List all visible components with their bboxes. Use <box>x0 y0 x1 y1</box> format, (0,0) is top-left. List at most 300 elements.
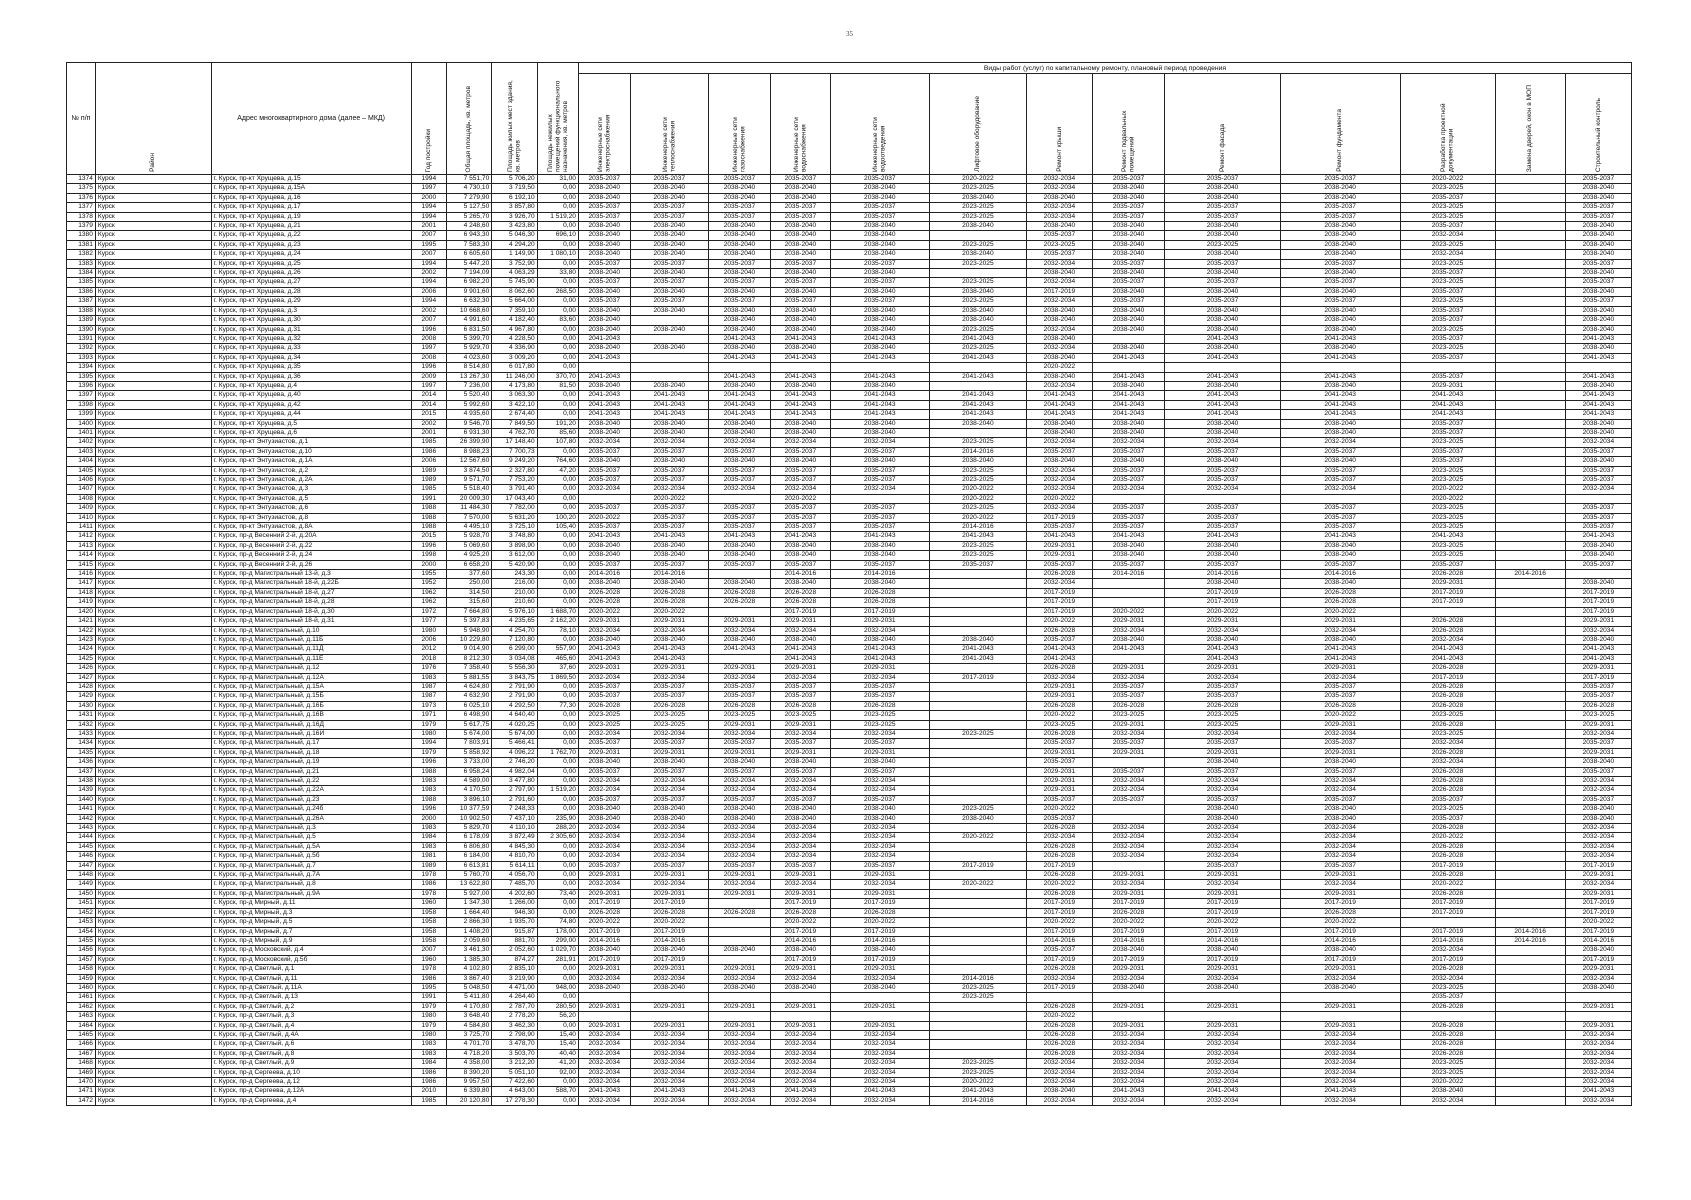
cell-work-period <box>1495 372 1565 381</box>
cell-work-period: 2038-2040 <box>830 551 929 560</box>
cell-work-period: 2035-2037 <box>1280 203 1400 212</box>
cell-no: 1424 <box>67 645 96 654</box>
cell-work-period <box>929 664 1026 673</box>
cell-total-area: 26 399,90 <box>446 438 491 447</box>
cell-work-period: 2032-2034 <box>630 777 708 786</box>
cell-district: Курск <box>95 965 211 974</box>
cell-total-area: 6 943,30 <box>446 231 491 240</box>
cell-address: г. Курск, пр-д Магистральный, д.7 <box>211 861 411 870</box>
cell-work-period: 2032-2034 <box>830 1068 929 1077</box>
cell-work-period: 2041-2043 <box>1565 645 1631 654</box>
cell-work-period: 2026-2028 <box>830 598 929 607</box>
cell-work-period: 2038-2040 <box>630 419 708 428</box>
table-row <box>67 494 1632 503</box>
cell-no: 1455 <box>67 936 96 945</box>
cell-total-area: 5 069,60 <box>446 541 491 550</box>
cell-work-period: 2035-2037 <box>630 523 708 532</box>
cell-no: 1374 <box>67 175 96 184</box>
cell-work-period: 2038-2040 <box>770 551 830 560</box>
cell-work-period <box>929 795 1026 804</box>
cell-work-period <box>1495 231 1565 240</box>
table-row <box>67 523 1632 532</box>
cell-work-period: 2035-2037 <box>709 513 771 522</box>
cell-address: г. Курск, пр-д Мирный, д.5 <box>211 918 411 927</box>
cell-no: 1392 <box>67 344 96 353</box>
cell-work-period: 2023-2025 <box>1400 203 1495 212</box>
cell-work-period: 2038-2040 <box>830 381 929 390</box>
cell-work-period: 2035-2037 <box>1165 795 1281 804</box>
table-row <box>67 720 1632 729</box>
table-row <box>67 739 1632 748</box>
cell-no: 1452 <box>67 908 96 917</box>
cell-work-period <box>1495 795 1565 804</box>
cell-work-period: 2038-2040 <box>578 814 630 823</box>
cell-no: 1451 <box>67 899 96 908</box>
cell-work-period <box>1565 993 1631 1002</box>
table-row <box>67 457 1632 466</box>
cell-work-period: 2038-2040 <box>1280 983 1400 992</box>
cell-living-area: 4 845,30 <box>492 842 537 851</box>
cell-work-period: 2038-2040 <box>578 381 630 390</box>
cell-work-period: 2035-2037 <box>1026 560 1092 569</box>
cell-nonliving-area: 15,40 <box>537 1030 578 1039</box>
cell-living-area: 7 700,73 <box>492 447 537 456</box>
cell-nonliving-area: 0,00 <box>537 447 578 456</box>
cell-year: 1994 <box>411 739 446 748</box>
cell-address: г. Курск, пр-д Московский, д.4 <box>211 946 411 955</box>
cell-nonliving-area: 0,00 <box>537 259 578 268</box>
cell-address: г. Курск, пр-кт Энтузиастов, д.2А <box>211 476 411 485</box>
cell-work-period <box>929 1049 1026 1058</box>
cell-work-period: 2029-2031 <box>1165 617 1281 626</box>
cell-work-period: 2038-2040 <box>630 344 708 353</box>
cell-work-period: 2035-2037 <box>1280 297 1400 306</box>
cell-work-period <box>1495 682 1565 691</box>
cell-work-period: 2032-2034 <box>1280 729 1400 738</box>
cell-work-period: 2038-2040 <box>1165 344 1281 353</box>
cell-work-period: 2032-2034 <box>830 1078 929 1087</box>
cell-work-period: 2023-2025 <box>1026 240 1092 249</box>
cell-no: 1447 <box>67 861 96 870</box>
cell-work-period <box>1495 541 1565 550</box>
cell-year: 1991 <box>411 494 446 503</box>
cell-district: Курск <box>95 729 211 738</box>
cell-work-period: 2038-2040 <box>1280 287 1400 296</box>
cell-address: г. Курск, пр-кт Хрущева, д.16 <box>211 193 411 202</box>
cell-work-period: 2038-2040 <box>1165 946 1281 955</box>
cell-work-period: 2029-2031 <box>1280 748 1400 757</box>
cell-work-period <box>770 363 830 372</box>
cell-living-area: 7 359,10 <box>492 306 537 315</box>
cell-work-period: 2017-2019 <box>1092 955 1164 964</box>
cell-work-period: 2032-2034 <box>1280 1059 1400 1068</box>
cell-total-area: 6 831,50 <box>446 325 491 334</box>
cell-address: г. Курск, пр-кт Энтузиастов, д.1А <box>211 457 411 466</box>
cell-work-period: 2038-2040 <box>830 231 929 240</box>
cell-work-period: 2014-2016 <box>1092 570 1164 579</box>
cell-work-period: 2032-2034 <box>1026 259 1092 268</box>
cell-work-period: 2038-2040 <box>1565 269 1631 278</box>
cell-work-period <box>1495 635 1565 644</box>
cell-work-period: 2032-2034 <box>1026 203 1092 212</box>
cell-work-period: 2020-2022 <box>929 1078 1026 1087</box>
cell-work-period: 2032-2034 <box>1165 1059 1281 1068</box>
cell-district: Курск <box>95 231 211 240</box>
cell-year: 1995 <box>411 240 446 249</box>
cell-work-period: 2038-2040 <box>1026 334 1092 343</box>
cell-work-period: 2017-2019 <box>1565 927 1631 936</box>
cell-address: г. Курск, пр-д Магистральный, д.21 <box>211 767 411 776</box>
cell-work-period: 2041-2043 <box>630 1087 708 1096</box>
cell-living-area: 5 051,10 <box>492 1068 537 1077</box>
cell-address: г. Курск, пр-кт Хрущева, д.15А <box>211 184 411 193</box>
cell-address: г. Курск, пр-д Мирный, д.7 <box>211 927 411 936</box>
cell-work-period: 2035-2037 <box>1165 259 1281 268</box>
cell-work-period: 2035-2037 <box>1400 560 1495 569</box>
cell-year: 2006 <box>411 287 446 296</box>
cell-work-period: 2023-2025 <box>1400 541 1495 550</box>
cell-work-period: 2032-2034 <box>770 842 830 851</box>
cell-no: 1442 <box>67 814 96 823</box>
cell-work-period: 2038-2040 <box>1092 316 1164 325</box>
cell-living-area: 6 192,10 <box>492 193 537 202</box>
cell-work-period <box>1495 175 1565 184</box>
cell-year: 1987 <box>411 692 446 701</box>
cell-nonliving-area: 56,20 <box>537 1012 578 1021</box>
cell-year: 2007 <box>411 316 446 325</box>
cell-work-period: 2026-2028 <box>1400 1040 1495 1049</box>
cell-no: 1376 <box>67 193 96 202</box>
cell-work-period: 2032-2034 <box>1565 1049 1631 1058</box>
cell-work-period: 2038-2040 <box>578 269 630 278</box>
cell-work-period: 2023-2025 <box>1400 504 1495 513</box>
cell-work-period: 2038-2040 <box>1026 193 1092 202</box>
cell-work-period: 2032-2034 <box>1565 1040 1631 1049</box>
cell-work-period <box>770 993 830 1002</box>
cell-work-period <box>1495 297 1565 306</box>
table-row <box>67 758 1632 767</box>
cell-work-period <box>1495 381 1565 390</box>
cell-nonliving-area: 0,00 <box>537 334 578 343</box>
table-row <box>67 175 1632 184</box>
cell-work-period: 2023-2025 <box>1400 278 1495 287</box>
cell-work-period: 2041-2043 <box>929 1087 1026 1096</box>
cell-total-area: 5 948,90 <box>446 626 491 635</box>
cell-year: 1986 <box>411 1068 446 1077</box>
cell-work-period: 2038-2040 <box>1026 1087 1092 1096</box>
cell-nonliving-area: 0,00 <box>537 993 578 1002</box>
cell-district: Курск <box>95 513 211 522</box>
cell-address: г. Курск, пр-кт Хрущева, д.30 <box>211 316 411 325</box>
cell-work-period: 2035-2037 <box>1400 372 1495 381</box>
cell-work-period <box>929 626 1026 635</box>
cell-work-period: 2032-2034 <box>1280 1068 1400 1077</box>
cell-total-area: 7 236,00 <box>446 381 491 390</box>
cell-work-period: 2032-2034 <box>1165 729 1281 738</box>
cell-work-period: 2032-2034 <box>830 626 929 635</box>
cell-year: 1988 <box>411 767 446 776</box>
table-row <box>67 532 1632 541</box>
cell-year: 1958 <box>411 918 446 927</box>
cell-work-period: 2035-2037 <box>1565 504 1631 513</box>
cell-address: г. Курск, пр-д Магистральный, д.16В <box>211 711 411 720</box>
cell-address: г. Курск, пр-д Весенний 2-й, д.26 <box>211 560 411 569</box>
cell-total-area: 377,60 <box>446 570 491 579</box>
cell-address: г. Курск, пр-кт Хрущева, д.33 <box>211 344 411 353</box>
cell-work-period: 2017-2019 <box>1165 899 1281 908</box>
cell-district: Курск <box>95 570 211 579</box>
cell-nonliving-area: 0,00 <box>537 598 578 607</box>
cell-work-period: 2026-2028 <box>1026 1002 1092 1011</box>
cell-work-period: 2023-2025 <box>929 184 1026 193</box>
cell-work-period: 2038-2040 <box>709 814 771 823</box>
cell-work-period: 2041-2043 <box>770 410 830 419</box>
cell-work-period: 2020-2022 <box>1026 711 1092 720</box>
cell-living-area: 5 631,20 <box>492 513 537 522</box>
cell-district: Курск <box>95 739 211 748</box>
cell-district: Курск <box>95 993 211 1002</box>
cell-work-period: 2035-2037 <box>1280 504 1400 513</box>
cell-nonliving-area: 0,00 <box>537 1096 578 1105</box>
cell-work-period: 2035-2037 <box>1026 523 1092 532</box>
cell-work-period: 2032-2034 <box>1092 1096 1164 1105</box>
cell-address: г. Курск, пр-кт Хрущева, д.34 <box>211 353 411 362</box>
cell-work-period: 2038-2040 <box>1092 269 1164 278</box>
cell-work-period: 2038-2040 <box>830 240 929 249</box>
cell-work-period: 2020-2022 <box>929 880 1026 889</box>
cell-work-period: 2035-2037 <box>709 795 771 804</box>
cell-work-period: 2041-2043 <box>1026 645 1092 654</box>
cell-work-period <box>1495 1021 1565 1030</box>
cell-work-period: 2032-2034 <box>578 786 630 795</box>
cell-work-period: 2029-2031 <box>770 1021 830 1030</box>
cell-year: 2002 <box>411 269 446 278</box>
cell-district: Курск <box>95 259 211 268</box>
cell-work-period <box>1495 1002 1565 1011</box>
cell-living-area: 7 753,20 <box>492 476 537 485</box>
cell-district: Курск <box>95 654 211 663</box>
cell-work-period: 2041-2043 <box>1092 353 1164 362</box>
cell-work-period: 2026-2028 <box>1400 871 1495 880</box>
cell-work-period: 2029-2031 <box>1165 871 1281 880</box>
cell-nonliving-area: 0,00 <box>537 391 578 400</box>
cell-work-period: 2041-2043 <box>1165 353 1281 362</box>
cell-work-period: 2035-2037 <box>1565 739 1631 748</box>
cell-total-area: 4 589,00 <box>446 777 491 786</box>
cell-work-period: 2029-2031 <box>770 965 830 974</box>
cell-work-period: 2038-2040 <box>709 946 771 955</box>
cell-work-period <box>1495 250 1565 259</box>
cell-no: 1404 <box>67 457 96 466</box>
cell-work-period: 2035-2037 <box>578 861 630 870</box>
cell-address: г. Курск, пр-д Магистральный, д.24б <box>211 805 411 814</box>
cell-year: 1996 <box>411 541 446 550</box>
cell-district: Курск <box>95 410 211 419</box>
cell-nonliving-area: 1 029,70 <box>537 946 578 955</box>
header-work-type: Ремонт фасада <box>1165 74 1281 175</box>
cell-year: 1986 <box>411 880 446 889</box>
cell-work-period: 2041-2043 <box>929 410 1026 419</box>
cell-work-period: 2020-2022 <box>630 918 708 927</box>
cell-address: г. Курск, пр-д Магистральный, д.11Д <box>211 645 411 654</box>
cell-year: 2007 <box>411 946 446 955</box>
table-row <box>67 588 1632 597</box>
cell-district: Курск <box>95 673 211 682</box>
cell-address: г. Курск, пр-д Магистральный, д.18 <box>211 748 411 757</box>
cell-year: 1978 <box>411 871 446 880</box>
cell-work-period: 2017-2019 <box>1165 598 1281 607</box>
cell-work-period: 2029-2031 <box>709 1002 771 1011</box>
cell-living-area: 210,00 <box>492 588 537 597</box>
cell-living-area: 3 219,90 <box>492 974 537 983</box>
cell-work-period: 2038-2040 <box>830 193 929 202</box>
cell-total-area: 5 927,00 <box>446 889 491 898</box>
cell-work-period: 2014-2016 <box>630 570 708 579</box>
cell-work-period <box>709 1012 771 1021</box>
cell-living-area: 881,70 <box>492 936 537 945</box>
cell-work-period <box>1495 391 1565 400</box>
cell-living-area: 2 778,20 <box>492 1012 537 1021</box>
cell-work-period: 2041-2043 <box>929 645 1026 654</box>
header-total-area: Общая площадь, кв. метров <box>446 63 491 175</box>
cell-work-period: 2032-2034 <box>830 880 929 889</box>
cell-district: Курск <box>95 918 211 927</box>
cell-nonliving-area: 0,00 <box>537 570 578 579</box>
cell-year: 2006 <box>411 457 446 466</box>
cell-work-period: 2038-2040 <box>578 193 630 202</box>
cell-work-period: 2038-2040 <box>630 231 708 240</box>
cell-work-period: 2035-2037 <box>770 795 830 804</box>
cell-work-period: 2029-2031 <box>770 720 830 729</box>
cell-work-period: 2029-2031 <box>1092 871 1164 880</box>
cell-work-period: 2026-2028 <box>1400 1021 1495 1030</box>
cell-work-period: 2038-2040 <box>1280 457 1400 466</box>
cell-work-period: 2035-2037 <box>1165 297 1281 306</box>
cell-work-period: 2035-2037 <box>1165 175 1281 184</box>
cell-no: 1386 <box>67 287 96 296</box>
cell-total-area: 6 931,30 <box>446 428 491 437</box>
cell-work-period: 2032-2034 <box>630 974 708 983</box>
cell-total-area: 5 518,40 <box>446 485 491 494</box>
cell-work-period: 2032-2034 <box>578 974 630 983</box>
cell-address: г. Курск, пр-д Весенний 2-й, д.20А <box>211 532 411 541</box>
table-row <box>67 701 1632 710</box>
cell-district: Курск <box>95 175 211 184</box>
cell-address: г. Курск, пр-д Магистральный, д.23 <box>211 795 411 804</box>
cell-total-area: 20 009,30 <box>446 494 491 503</box>
cell-living-area: 3 063,30 <box>492 391 537 400</box>
cell-work-period: 2032-2034 <box>1165 1030 1281 1039</box>
cell-total-area: 250,00 <box>446 579 491 588</box>
cell-no: 1387 <box>67 297 96 306</box>
cell-work-period: 2041-2043 <box>1165 532 1281 541</box>
cell-work-period: 2032-2034 <box>630 1049 708 1058</box>
cell-work-period: 2026-2028 <box>630 588 708 597</box>
cell-nonliving-area: 47,20 <box>537 466 578 475</box>
table-row <box>67 1040 1632 1049</box>
cell-work-period: 2038-2040 <box>578 551 630 560</box>
cell-work-period <box>1495 240 1565 249</box>
cell-work-period: 2035-2037 <box>770 212 830 221</box>
cell-work-period: 2017-2019 <box>630 927 708 936</box>
cell-year: 1983 <box>411 673 446 682</box>
header-work-type: Разработка проектной документации <box>1400 74 1495 175</box>
cell-work-period: 2032-2034 <box>1280 1040 1400 1049</box>
cell-work-period: 2041-2043 <box>1565 400 1631 409</box>
cell-work-period <box>630 372 708 381</box>
cell-work-period <box>1495 692 1565 701</box>
cell-work-period: 2035-2037 <box>830 560 929 569</box>
cell-work-period: 2029-2031 <box>709 871 771 880</box>
cell-work-period: 2029-2031 <box>709 617 771 626</box>
cell-address: г. Курск, пр-д Светлый, д.13 <box>211 993 411 1002</box>
cell-district: Курск <box>95 748 211 757</box>
cell-total-area: 5 929,70 <box>446 344 491 353</box>
cell-work-period: 2017-2019 <box>1026 287 1092 296</box>
cell-work-period: 2038-2040 <box>1092 250 1164 259</box>
cell-work-period: 2041-2043 <box>578 654 630 663</box>
cell-work-period: 2032-2034 <box>1400 758 1495 767</box>
cell-work-period: 2032-2034 <box>1026 974 1092 983</box>
cell-work-period: 2038-2040 <box>1165 306 1281 315</box>
cell-district: Курск <box>95 269 211 278</box>
cell-work-period <box>929 692 1026 701</box>
cell-address: г. Курск, пр-кт Хрущева, д.23 <box>211 240 411 249</box>
cell-work-period: 2041-2043 <box>830 532 929 541</box>
cell-district: Курск <box>95 372 211 381</box>
cell-work-period: 2041-2043 <box>1026 400 1092 409</box>
cell-year: 1988 <box>411 523 446 532</box>
cell-living-area: 17 043,40 <box>492 494 537 503</box>
cell-work-period: 2026-2028 <box>1026 729 1092 738</box>
cell-work-period: 2017-2019 <box>1026 513 1092 522</box>
cell-work-period: 2014-2016 <box>1280 570 1400 579</box>
cell-work-period: 2038-2040 <box>578 946 630 955</box>
cell-address: г. Курск, пр-д Магистральный 18-й, д.28 <box>211 598 411 607</box>
cell-work-period: 2020-2022 <box>770 918 830 927</box>
cell-work-period: 2038-2040 <box>1026 222 1092 231</box>
cell-work-period: 2038-2040 <box>578 240 630 249</box>
cell-work-period: 2038-2040 <box>830 946 929 955</box>
cell-no: 1421 <box>67 617 96 626</box>
cell-work-period: 2038-2040 <box>578 805 630 814</box>
cell-work-period: 2038-2040 <box>1280 193 1400 202</box>
cell-work-period <box>1495 918 1565 927</box>
cell-living-area: 7 437,10 <box>492 814 537 823</box>
cell-work-period <box>1092 494 1164 503</box>
cell-work-period: 2029-2031 <box>1400 381 1495 390</box>
cell-nonliving-area: 0,00 <box>537 795 578 804</box>
cell-work-period: 2017-2019 <box>1165 588 1281 597</box>
cell-work-period: 2038-2040 <box>630 287 708 296</box>
cell-address: г. Курск, пр-д Магистральный, д.11Е <box>211 654 411 663</box>
cell-work-period: 2041-2043 <box>578 353 630 362</box>
cell-year: 1979 <box>411 1021 446 1030</box>
cell-work-period: 2017-2019 <box>1026 899 1092 908</box>
cell-district: Курск <box>95 428 211 437</box>
cell-year: 1958 <box>411 927 446 936</box>
cell-work-period: 2038-2040 <box>929 635 1026 644</box>
cell-work-period: 2017-2019 <box>830 607 929 616</box>
cell-work-period <box>1280 363 1400 372</box>
cell-work-period: 2035-2037 <box>630 466 708 475</box>
cell-living-area: 3 423,80 <box>492 222 537 231</box>
cell-work-period <box>1495 983 1565 992</box>
table-row <box>67 466 1632 475</box>
cell-nonliving-area: 81,50 <box>537 381 578 390</box>
cell-work-period: 2032-2034 <box>830 438 929 447</box>
cell-work-period: 2038-2040 <box>709 983 771 992</box>
